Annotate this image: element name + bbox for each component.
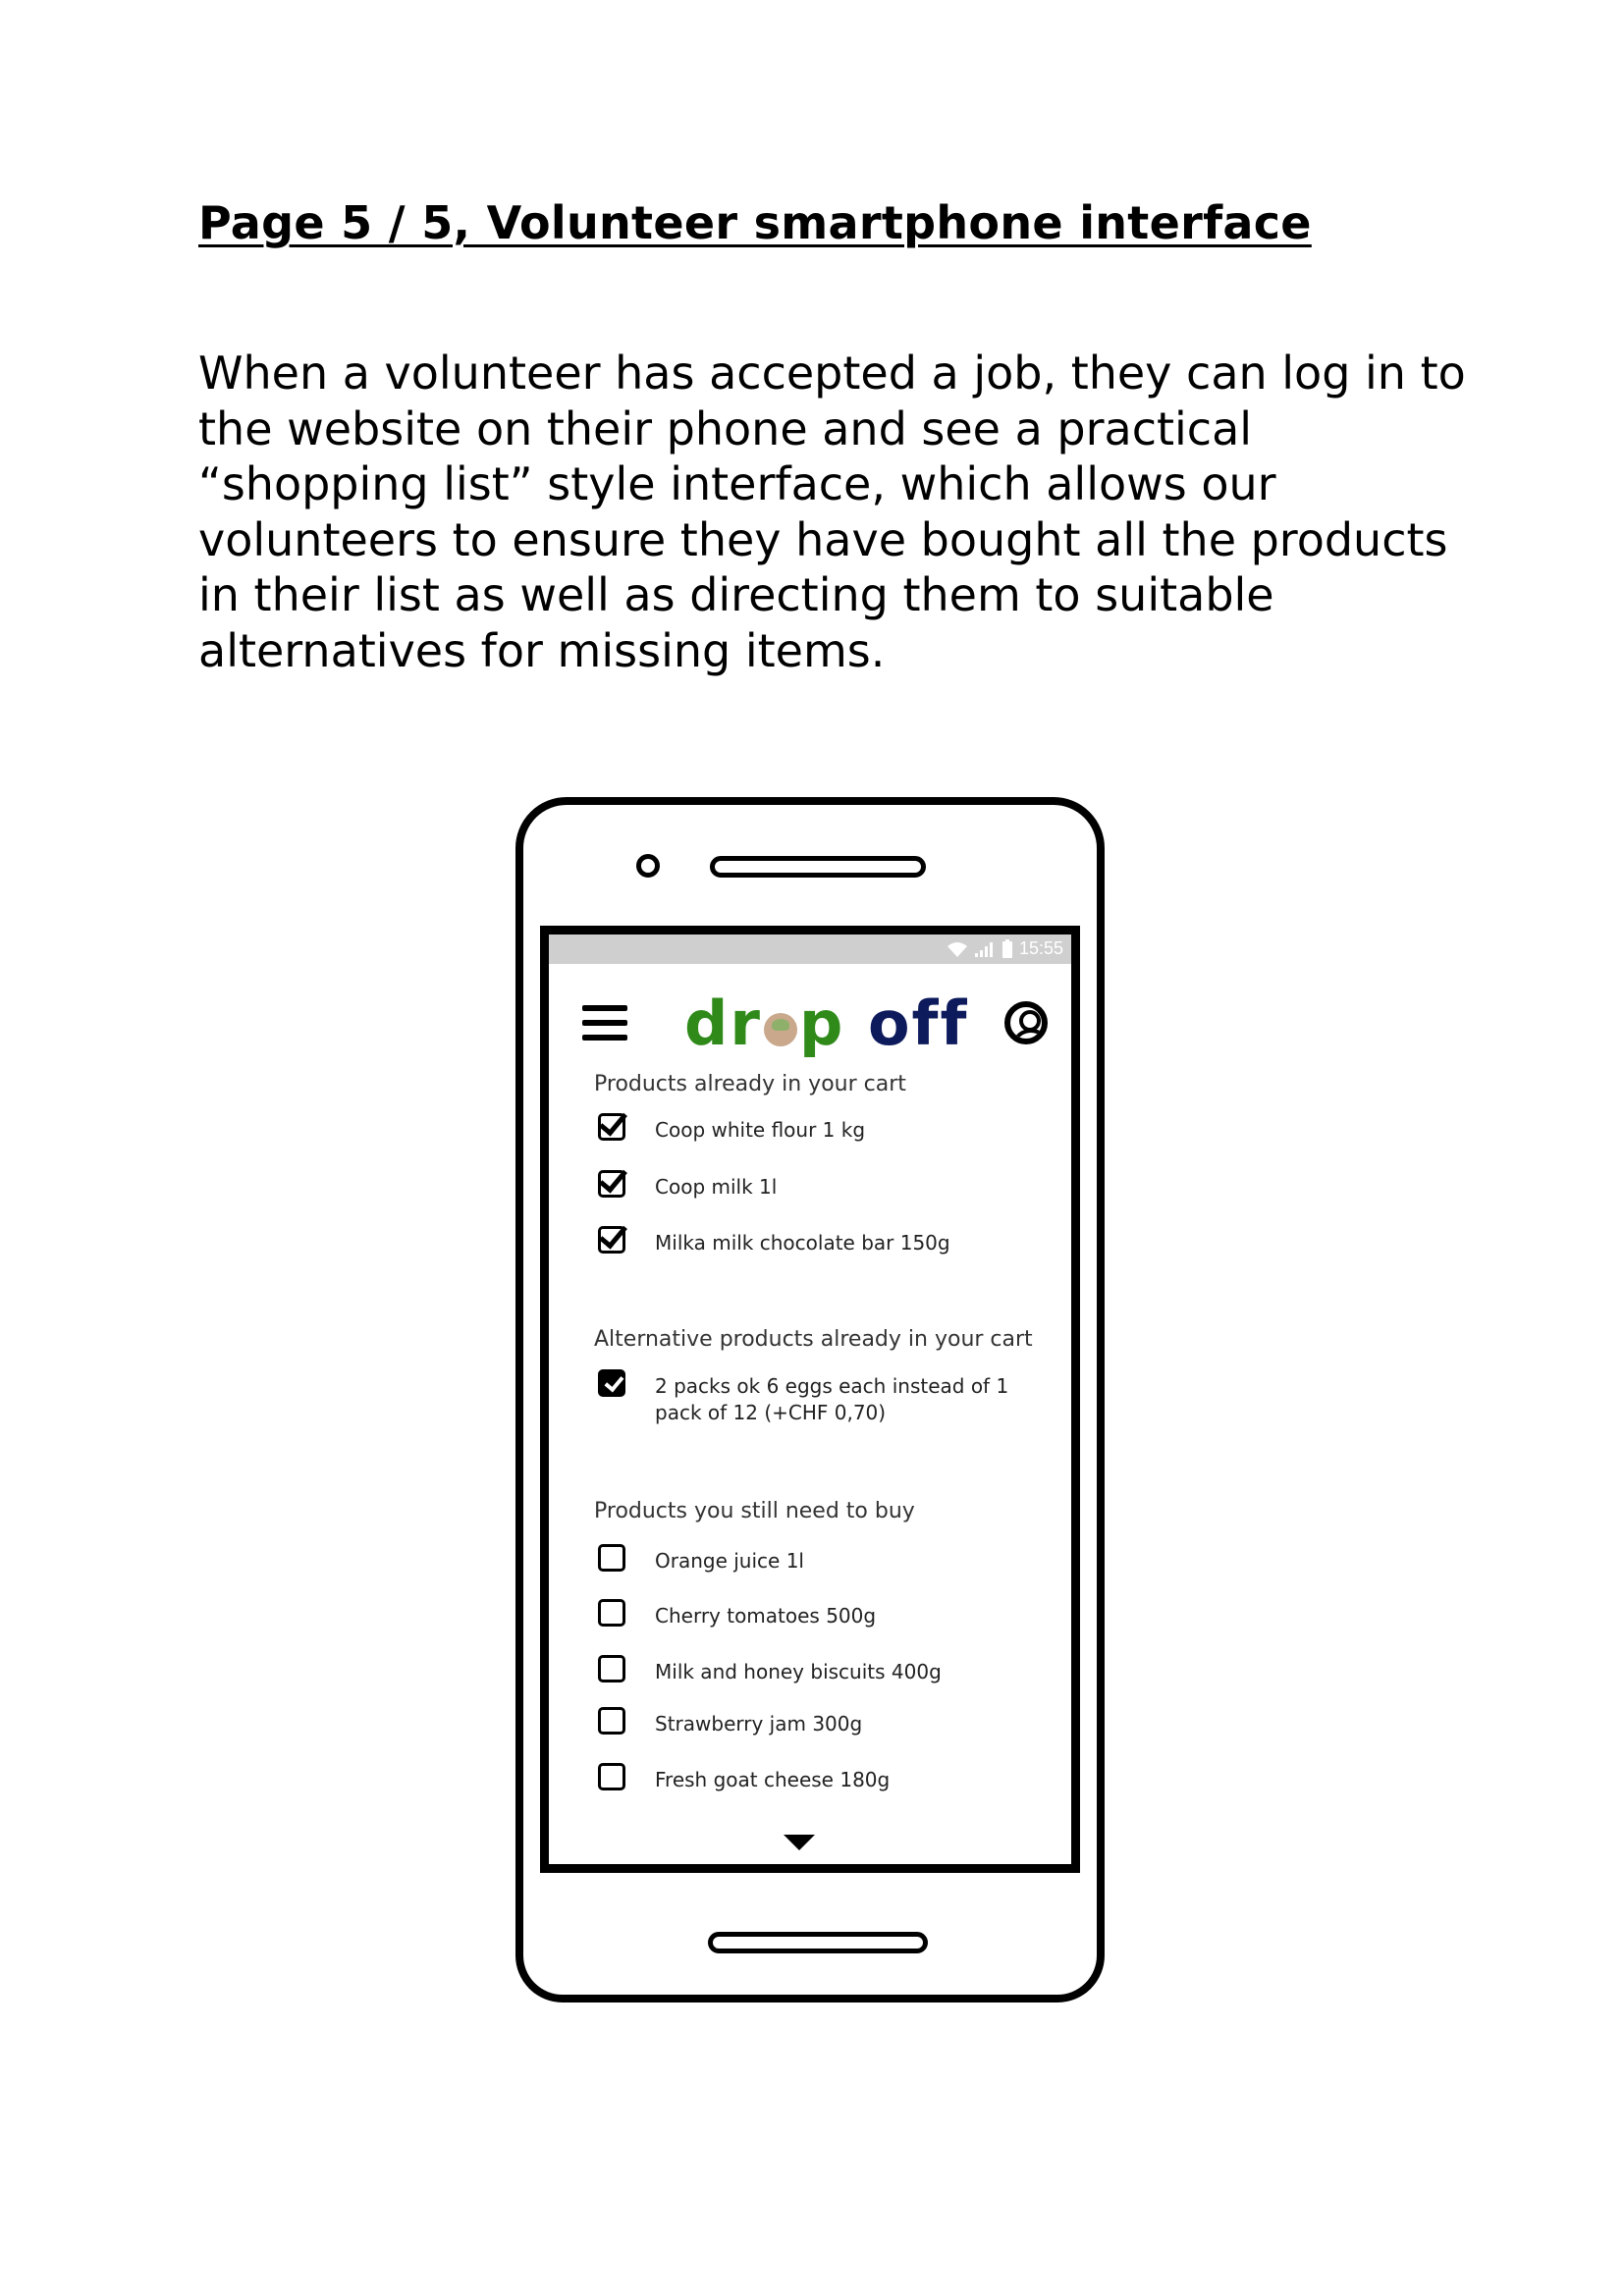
item-label: 2 packs ok 6 eggs each instead of 1 pack of 12 (+CHF 0,70)	[655, 1374, 1009, 1424]
intro-line: the website on their phone and see a practical	[198, 401, 1253, 455]
checkbox-checked[interactable]	[598, 1113, 625, 1141]
speaker-icon	[708, 1932, 928, 1953]
intro-line: in their list as well as directing them to suitable	[198, 568, 1274, 621]
checkbox-unchecked[interactable]	[598, 1655, 625, 1682]
app-header	[549, 964, 1071, 1072]
intro-line: alternatives for missing items.	[198, 623, 886, 677]
checkbox-unchecked[interactable]	[598, 1599, 625, 1627]
page-title: Page 5 / 5, Volunteer smartphone interface	[198, 196, 1312, 249]
status-time: 15:55	[1018, 938, 1063, 958]
item-label: Strawberry jam 300g	[655, 1712, 863, 1735]
hamburger-menu-icon[interactable]	[582, 1005, 627, 1041]
intro-line: “shopping list” style interface, which allows our	[198, 457, 1276, 510]
section-title-to-buy: Products you still need to buy	[594, 1499, 915, 1523]
phone-mockup	[515, 797, 1105, 2002]
logo-text: dr	[684, 988, 762, 1059]
status-bar	[549, 934, 1071, 964]
user-account-icon[interactable]	[1004, 1001, 1048, 1044]
speaker-icon	[710, 856, 926, 878]
intro-line: When a volunteer has accepted a job, they can log in to	[198, 347, 1466, 400]
item-label: Fresh goat cheese 180g	[655, 1768, 891, 1791]
list-item[interactable]	[598, 1767, 890, 1793]
basket-icon	[764, 1013, 797, 1046]
camera-icon	[636, 854, 660, 878]
logo-text: p	[798, 988, 845, 1059]
list-item[interactable]	[598, 1117, 865, 1144]
section-title-in-cart: Products already in your cart	[594, 1072, 906, 1096]
list-item[interactable]	[598, 1230, 950, 1256]
list-item[interactable]	[598, 1711, 862, 1737]
list-item[interactable]	[598, 1373, 1048, 1426]
scroll-down-arrow-icon[interactable]	[784, 1835, 815, 1850]
checkbox-unchecked[interactable]	[598, 1707, 625, 1735]
checkbox-unchecked[interactable]	[598, 1544, 625, 1572]
signal-icon	[974, 940, 996, 958]
item-label: Coop white flour 1 kg	[655, 1118, 866, 1142]
dropoff-logo[interactable]	[684, 988, 969, 1059]
section-title-alternatives: Alternative products already in your cart	[594, 1327, 1033, 1352]
list-item[interactable]	[598, 1659, 942, 1685]
checkbox-unchecked[interactable]	[598, 1763, 625, 1790]
phone-screen	[540, 926, 1080, 1873]
item-label: Cherry tomatoes 500g	[655, 1604, 877, 1628]
item-label: Orange juice 1l	[655, 1549, 804, 1573]
intro-paragraph	[198, 346, 1475, 678]
item-label: Milk and honey biscuits 400g	[655, 1660, 942, 1683]
list-item[interactable]	[598, 1603, 876, 1629]
battery-icon	[1001, 939, 1013, 959]
wifi-icon	[947, 940, 968, 958]
checkbox-checked[interactable]	[598, 1369, 625, 1397]
item-label: Coop milk 1l	[655, 1175, 778, 1199]
logo-text: off	[867, 988, 969, 1059]
checkbox-checked[interactable]	[598, 1226, 625, 1254]
list-item[interactable]	[598, 1174, 777, 1201]
intro-line: volunteers to ensure they have bought all the products	[198, 512, 1448, 566]
list-item[interactable]	[598, 1548, 804, 1575]
checkbox-checked[interactable]	[598, 1170, 625, 1198]
item-label: Milka milk chocolate bar 150g	[655, 1231, 950, 1255]
